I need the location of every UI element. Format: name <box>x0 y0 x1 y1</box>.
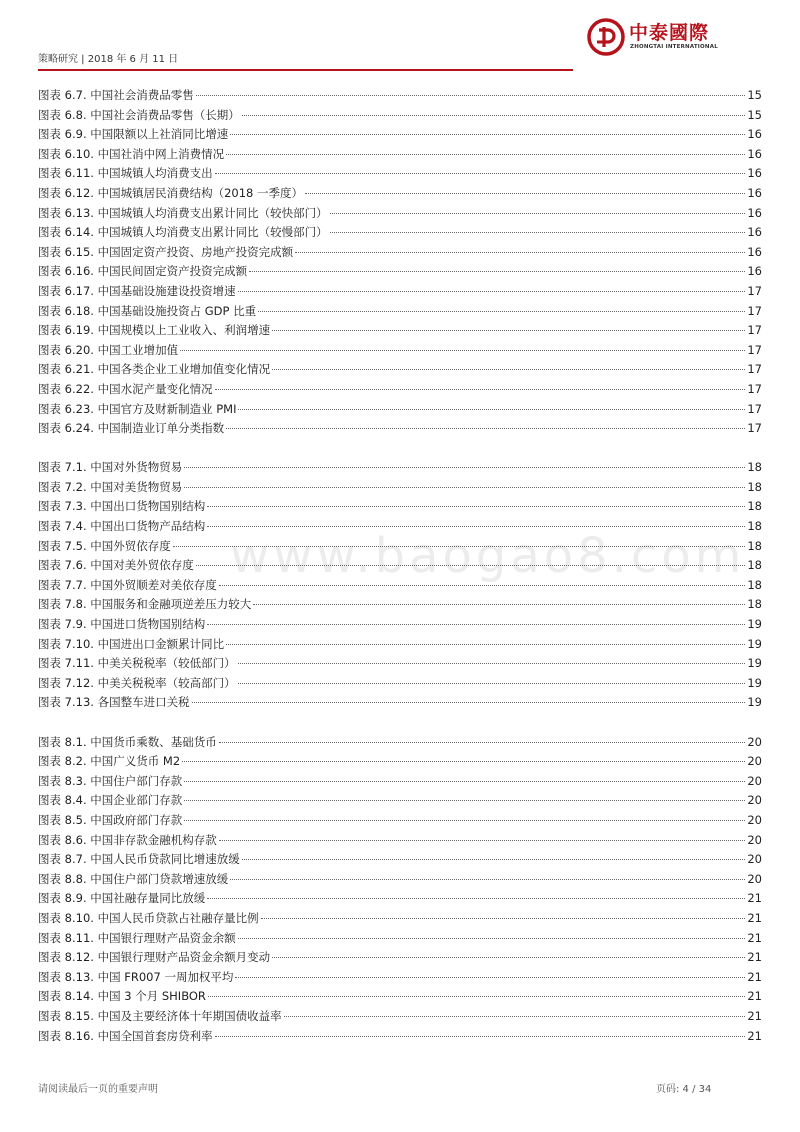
toc-leader-dots <box>238 291 746 292</box>
toc-entry-page: 20 <box>747 734 762 749</box>
toc-entry[interactable] <box>38 595 762 615</box>
toc-entry-page: 17 <box>747 362 762 377</box>
toc-leader-dots <box>258 311 745 312</box>
toc-entry-label: 图表 7.9. 中国进口货物国别结构 <box>38 617 206 632</box>
toc-entry-label: 图表 7.6. 中国对美外贸依存度 <box>38 558 194 573</box>
toc-entry-label: 图表 8.7. 中国人民币贷款同比增速放缓 <box>38 852 240 867</box>
toc-entry[interactable] <box>38 909 762 929</box>
toc-entry[interactable] <box>38 635 762 655</box>
table-of-figures <box>38 86 762 1046</box>
toc-entry-page: 16 <box>747 185 762 200</box>
toc-entry-page: 17 <box>747 381 762 396</box>
toc-leader-dots <box>295 252 745 253</box>
toc-leader-dots <box>219 585 746 586</box>
toc-leader-dots <box>226 644 745 645</box>
toc-leader-dots <box>226 154 745 155</box>
toc-entry[interactable] <box>38 811 762 831</box>
toc-leader-dots <box>184 820 745 821</box>
toc-entry[interactable] <box>38 576 762 596</box>
toc-leader-dots <box>330 232 746 233</box>
toc-entry-page: 18 <box>747 460 762 475</box>
toc-entry-label: 图表 8.1. 中国货币乘数、基础货币 <box>38 734 217 749</box>
toc-entry-page: 17 <box>747 303 762 318</box>
toc-leader-dots <box>215 173 746 174</box>
toc-entry-label: 图表 7.2. 中国对美货物贸易 <box>38 479 183 494</box>
toc-entry[interactable] <box>38 419 762 439</box>
toc-entry-label: 图表 6.22. 中国水泥产量变化情况 <box>38 381 213 396</box>
toc-leader-dots <box>235 977 745 978</box>
toc-entry-page: 16 <box>747 205 762 220</box>
toc-entry[interactable] <box>38 125 762 145</box>
toc-entry[interactable] <box>38 400 762 420</box>
toc-leader-dots <box>180 350 745 351</box>
toc-entry[interactable] <box>38 968 762 988</box>
toc-entry[interactable] <box>38 889 762 909</box>
toc-entry[interactable] <box>38 654 762 674</box>
toc-entry[interactable] <box>38 184 762 204</box>
toc-entry-label: 图表 7.7. 中国外贸顺差对美依存度 <box>38 577 217 592</box>
toc-entry-label: 图表 6.9. 中国限额以上社消同比增速 <box>38 127 229 142</box>
toc-entry[interactable] <box>38 86 762 106</box>
toc-entry-page: 16 <box>747 166 762 181</box>
toc-entry[interactable] <box>38 615 762 635</box>
toc-leader-dots <box>238 409 745 410</box>
toc-entry-page: 21 <box>747 1028 762 1043</box>
toc-entry[interactable] <box>38 517 762 537</box>
toc-entry[interactable] <box>38 752 762 772</box>
toc-entry[interactable] <box>38 537 762 557</box>
toc-entry-label: 图表 7.10. 中国进出口金额累计同比 <box>38 636 225 651</box>
toc-entry[interactable] <box>38 262 762 282</box>
toc-leader-dots <box>184 800 745 801</box>
toc-entry-page: 16 <box>747 127 762 142</box>
toc-entry-label: 图表 6.10. 中国社消中网上消费情况 <box>38 146 225 161</box>
toc-leader-dots <box>249 271 745 272</box>
toc-entry-page: 21 <box>747 930 762 945</box>
toc-entry-page: 16 <box>747 225 762 240</box>
toc-entry-page: 21 <box>747 989 762 1004</box>
toc-entry-label: 图表 6.18. 中国基础设施投资占 GDP 比重 <box>38 303 257 318</box>
toc-entry-label: 图表 7.5. 中国外贸依存度 <box>38 538 171 553</box>
toc-entry-label: 图表 6.11. 中国城镇人均消费支出 <box>38 166 213 181</box>
toc-entry[interactable] <box>38 791 762 811</box>
toc-entry[interactable] <box>38 772 762 792</box>
toc-entry-page: 19 <box>747 656 762 671</box>
toc-entry-page: 21 <box>747 910 762 925</box>
toc-entry[interactable] <box>38 243 762 263</box>
toc-entry-page: 20 <box>747 754 762 769</box>
toc-leader-dots <box>215 1036 746 1037</box>
toc-entry-label: 图表 8.13. 中国 FR007 一周加权平均 <box>38 969 234 984</box>
toc-leader-dots <box>184 781 745 782</box>
toc-leader-dots <box>238 663 746 664</box>
toc-entry[interactable] <box>38 929 762 949</box>
toc-entry-page: 18 <box>747 558 762 573</box>
toc-entry-page: 20 <box>747 832 762 847</box>
toc-entry[interactable] <box>38 850 762 870</box>
toc-leader-dots <box>272 957 745 958</box>
toc-leader-dots <box>238 938 746 939</box>
toc-entry-page: 19 <box>747 617 762 632</box>
toc-leader-dots <box>230 134 745 135</box>
toc-entry-page: 19 <box>747 636 762 651</box>
toc-entry-page: 18 <box>747 597 762 612</box>
toc-entry-label: 图表 8.9. 中国社融存量同比放缓 <box>38 891 206 906</box>
toc-entry[interactable] <box>38 948 762 968</box>
toc-entry-label: 图表 6.20. 中国工业增加值 <box>38 342 179 357</box>
toc-entry-label: 图表 8.8. 中国住户部门贷款增速放缓 <box>38 871 229 886</box>
toc-entry-label: 图表 8.14. 中国 3 个月 SHIBOR <box>38 989 206 1004</box>
toc-entry-label: 图表 7.3. 中国出口货物国别结构 <box>38 499 206 514</box>
toc-entry[interactable] <box>38 1027 762 1047</box>
toc-entry-page: 20 <box>747 773 762 788</box>
toc-entry-page: 18 <box>747 479 762 494</box>
toc-entry-label: 图表 7.13. 各国整车进口关税 <box>38 695 190 710</box>
toc-entry-label: 图表 6.7. 中国社会消费品零售 <box>38 88 194 102</box>
toc-entry[interactable] <box>38 341 762 361</box>
toc-entry-label: 图表 6.13. 中国城镇人均消费支出累计同比（较快部门） <box>38 205 328 220</box>
company-logo <box>587 18 727 56</box>
toc-leader-dots <box>219 742 746 743</box>
toc-entry-label: 图表 8.5. 中国政府部门存款 <box>38 812 183 827</box>
footer-page-number: 页码: 4 / 34 <box>656 1084 712 1095</box>
toc-entry-label: 图表 6.24. 中国制造业订单分类指数 <box>38 421 225 436</box>
toc-entry-page: 21 <box>747 1008 762 1023</box>
toc-entry[interactable] <box>38 458 762 478</box>
logo-chinese-name: 中泰國際 <box>629 22 710 44</box>
toc-entry-page: 20 <box>747 871 762 886</box>
toc-entry-label: 图表 7.11. 中美关税税率（较低部门） <box>38 656 236 671</box>
header-divider <box>38 69 573 71</box>
toc-entry[interactable] <box>38 282 762 302</box>
toc-entry-label: 图表 7.1. 中国对外货物贸易 <box>38 460 183 475</box>
toc-entry-page: 20 <box>747 852 762 867</box>
toc-entry[interactable] <box>38 693 762 713</box>
toc-entry-page: 18 <box>747 499 762 514</box>
toc-leader-dots <box>207 506 745 507</box>
toc-entry-label: 图表 6.17. 中国基础设施建设投资增速 <box>38 283 236 298</box>
toc-entry-label: 图表 8.6. 中国非存款金融机构存款 <box>38 832 217 847</box>
toc-entry[interactable] <box>38 204 762 224</box>
toc-entry-page: 15 <box>747 107 762 122</box>
toc-entry-label: 图表 8.3. 中国住户部门存款 <box>38 773 183 788</box>
toc-entry[interactable] <box>38 380 762 400</box>
toc-leader-dots <box>305 193 745 194</box>
toc-entry-label: 图表 6.21. 中国各类企业工业增加值变化情况 <box>38 362 271 377</box>
toc-group-gap <box>38 713 762 733</box>
toc-leader-dots <box>242 115 746 116</box>
toc-entry-label: 图表 6.23. 中国官方及财新制造业 PMI <box>38 401 237 416</box>
logo-english-name: ZHONGTAI INTERNATIONAL <box>630 44 718 50</box>
toc-entry-page: 21 <box>747 969 762 984</box>
toc-entry-label: 图表 7.4. 中国出口货物产品结构 <box>38 519 206 534</box>
toc-entry-label: 图表 8.2. 中国广义货币 M2 <box>38 754 181 769</box>
toc-leader-dots <box>261 918 746 919</box>
toc-leader-dots <box>230 879 745 880</box>
toc-leader-dots <box>330 213 746 214</box>
toc-entry-page: 17 <box>747 283 762 298</box>
toc-leader-dots <box>253 604 745 605</box>
toc-entry-label: 图表 8.16. 中国全国首套房贷利率 <box>38 1028 213 1043</box>
toc-entry-label: 图表 6.19. 中国规模以上工业收入、利润增速 <box>38 323 271 338</box>
toc-leader-dots <box>184 487 745 488</box>
toc-leader-dots <box>215 389 746 390</box>
toc-leader-dots <box>219 840 746 841</box>
toc-leader-dots <box>242 859 746 860</box>
toc-leader-dots <box>184 467 745 468</box>
toc-entry-page: 17 <box>747 323 762 338</box>
toc-entry-page: 18 <box>747 519 762 534</box>
toc-entry-label: 图表 8.10. 中国人民币贷款占社融存量比例 <box>38 910 259 925</box>
toc-entry-page: 17 <box>747 342 762 357</box>
toc-leader-dots <box>284 1016 746 1017</box>
toc-entry-label: 图表 8.15. 中国及主要经济体十年期国债收益率 <box>38 1008 282 1023</box>
toc-leader-dots <box>208 996 745 997</box>
footer-disclaimer: 请阅读最后一页的重要声明 <box>38 1084 158 1095</box>
toc-leader-dots <box>182 761 745 762</box>
toc-entry-label: 图表 8.4. 中国企业部门存款 <box>38 793 183 808</box>
toc-entry[interactable] <box>38 674 762 694</box>
toc-entry[interactable] <box>38 497 762 517</box>
toc-entry-page: 21 <box>747 950 762 965</box>
toc-leader-dots <box>272 369 745 370</box>
toc-entry-page: 18 <box>747 577 762 592</box>
toc-entry-label: 图表 6.8. 中国社会消费品零售（长期） <box>38 107 240 122</box>
toc-entry[interactable] <box>38 478 762 498</box>
toc-entry[interactable] <box>38 733 762 753</box>
toc-leader-dots <box>196 95 746 96</box>
toc-entry-label: 图表 8.12. 中国银行理财产品资金余额月变动 <box>38 950 271 965</box>
toc-entry[interactable] <box>38 870 762 890</box>
toc-entry-page: 19 <box>747 675 762 690</box>
toc-entry[interactable] <box>38 302 762 322</box>
toc-leader-dots <box>207 624 745 625</box>
watermark: www.baogao8.com <box>230 528 746 584</box>
toc-entry[interactable] <box>38 223 762 243</box>
toc-leader-dots <box>196 565 746 566</box>
toc-entry-label: 图表 6.15. 中国固定资产投资、房地产投资完成额 <box>38 244 294 259</box>
toc-entry-label: 图表 8.11. 中国银行理财产品资金余额 <box>38 930 236 945</box>
toc-entry-page: 18 <box>747 538 762 553</box>
toc-entry-page: 20 <box>747 793 762 808</box>
toc-entry[interactable] <box>38 360 762 380</box>
toc-entry[interactable] <box>38 831 762 851</box>
toc-leader-dots <box>207 526 745 527</box>
toc-leader-dots <box>238 683 746 684</box>
toc-entry-page: 15 <box>747 88 762 102</box>
toc-entry-page: 21 <box>747 891 762 906</box>
toc-entry-page: 16 <box>747 244 762 259</box>
toc-leader-dots <box>226 428 745 429</box>
toc-entry-page: 17 <box>747 401 762 416</box>
toc-entry[interactable] <box>38 1007 762 1027</box>
toc-entry-page: 20 <box>747 812 762 827</box>
toc-leader-dots <box>192 702 746 703</box>
toc-entry-page: 17 <box>747 421 762 436</box>
toc-group-gap <box>38 439 762 459</box>
toc-entry-page: 16 <box>747 264 762 279</box>
toc-leader-dots <box>272 330 745 331</box>
toc-entry-label: 图表 6.14. 中国城镇人均消费支出累计同比（较慢部门） <box>38 225 328 240</box>
toc-entry-label: 图表 7.8. 中国服务和金融项逆差压力较大 <box>38 597 252 612</box>
toc-entry-page: 16 <box>747 146 762 161</box>
toc-entry-label: 图表 6.12. 中国城镇居民消费结构（2018 一季度） <box>38 185 303 200</box>
toc-entry-label: 图表 6.16. 中国民间固定资产投资完成额 <box>38 264 248 279</box>
toc-entry[interactable] <box>38 145 762 165</box>
toc-entry-page: 19 <box>747 695 762 710</box>
toc-entry[interactable] <box>38 321 762 341</box>
toc-entry[interactable] <box>38 987 762 1007</box>
logo-mark-icon <box>587 18 625 56</box>
toc-entry-label: 图表 7.12. 中美关税税率（较高部门） <box>38 675 236 690</box>
toc-entry[interactable] <box>38 106 762 126</box>
toc-leader-dots <box>173 546 746 547</box>
report-info: 策略研究 | 2018 年 6 月 11 日 <box>38 54 179 65</box>
toc-entry[interactable] <box>38 556 762 576</box>
toc-leader-dots <box>207 898 745 899</box>
toc-entry[interactable] <box>38 164 762 184</box>
